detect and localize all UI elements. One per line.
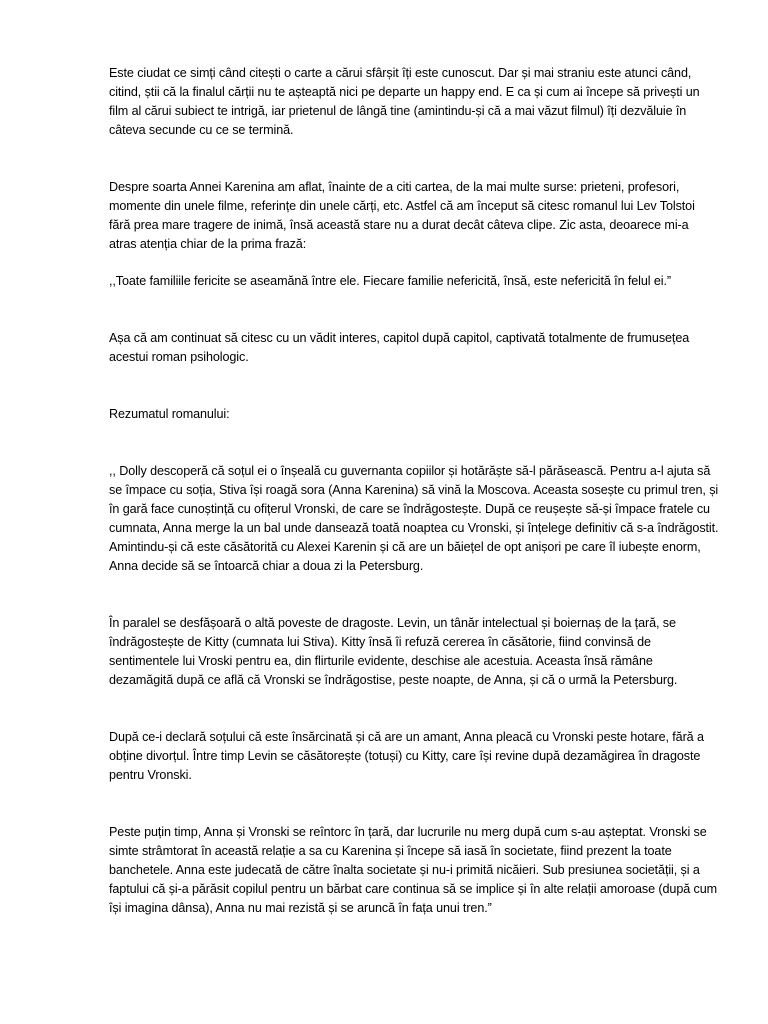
paragraph-spacer [109, 291, 719, 329]
paragraph-continued: Așa că am continuat să citesc cu un vădit interes, capitol după capitol, captivată totalmente de frumusețea acestui roman psihologic. [109, 331, 690, 364]
paragraph-spacer [109, 140, 719, 178]
paragraph-quote: ,,Toate familiile fericite se aseamănă între ele. Fiecare familie nefericită, însă, este nefericită în felul ei.” [109, 274, 671, 288]
document-page [109, 64, 719, 918]
paragraph-spacer [109, 424, 719, 462]
paragraph-spacer [109, 576, 719, 614]
paragraph-intro: Este ciudat ce simți când citești o carte a cărui sfârșit îți este cunoscut. Dar și mai straniu este atunci când, citind, știi că la finalul cărții nu te așteaptă nici pe departe un happy end. E ca și cum ai începe să privești un film al cărui subiect te intrigă, iar prietenul de lângă tine (amintindu-și că a mai văzut filmul) îți dezvăluie în câteva secunde cu ce se termină. [109, 66, 700, 137]
paragraph-spacer [109, 785, 719, 823]
paragraph-spacer [109, 690, 719, 728]
paragraph-summary-4: Peste puțin timp, Anna și Vronski se reîntorc în țară, dar lucrurile nu merg după cum s-au așteptat. Vronski se simte strâmtorat în această relație a sa cu Karenina și începe să iasă în societate, fiind prezent la toate banchetele. Anna este judecată de către înalta societate și nu-i primită nicăieri. Sub presiunea societății, și a faptului că și-a părăsit copilul pentru un bărbat care continua să se implice și în alte relații amoroase (după cum își imagina dânsa), Anna nu mai rezistă și se aruncă în fața unui tren.” [109, 825, 718, 915]
paragraph-summary-2: În paralel se desfășoară o altă poveste de dragoste. Levin, un tânăr intelectual și boiernaș de la țară, se îndrăgostește de Kitty (cumnata lui Stiva). Kitty însă îi refuză cererea în căsătorie, fiind convinsă de sentimentele lui Vroski pentru ea, din flirturile evidente, deschise ale acestuia. Aceasta însă rămâne dezamăgită după ce află că Vronski se îndrăgostise, peste noapte, de Anna, și că o urmă la Petersburg. [109, 616, 678, 687]
paragraph-summary-3: După ce-i declară soțului că este însărcinată și că are un amant, Anna pleacă cu Vronski peste hotare, fără a obține divorțul. Între timp Levin se căsătorește (totuși) cu Kitty, care își revine după dezamăgirea în dragoste pentru Vronski. [109, 730, 704, 782]
paragraph-spacer [109, 367, 719, 405]
paragraph-summary-1: ,, Dolly descoperă că soțul ei o înșeală cu guvernanta copiilor și hotărăște să-l părăsească. Pentru a-l ajuta să se împace cu soția, Stiva își roagă sora (Anna Karenina) să vină la Moscova. Aceasta sosește cu primul tren, și în gară face cunoștință cu ofițerul Vronski, de care se îndrăgostește. După ce reușește să-și împace fratele cu cumnata, Anna merge la un bal unde dansează toată noaptea cu Vronski, și înțelege definitiv că s-a îndrăgostit. Amintindu-și că este căsătorită cu Alexei Karenin și că are un băiețel de opt anișori pe care îl iubește enorm, Anna decide să se întoarcă chiar a doua zi la Petersburg. [109, 464, 719, 573]
section-heading-summary: Rezumatul romanului: [109, 407, 230, 421]
paragraph-spacer [109, 254, 719, 272]
paragraph-sources: Despre soarta Annei Karenina am aflat, înainte de a citi cartea, de la mai multe surse: prieteni, profesori, momente din unele filme, referințe din unele cărți, etc. Astfel că am început să citesc romanul lui Lev Tolstoi fără prea mare tragere de inimă, însă această stare nu a durat decât câteva clipe. Zic asta, deoarece mi-a atras atenția chiar de la prima frază: [109, 180, 695, 251]
